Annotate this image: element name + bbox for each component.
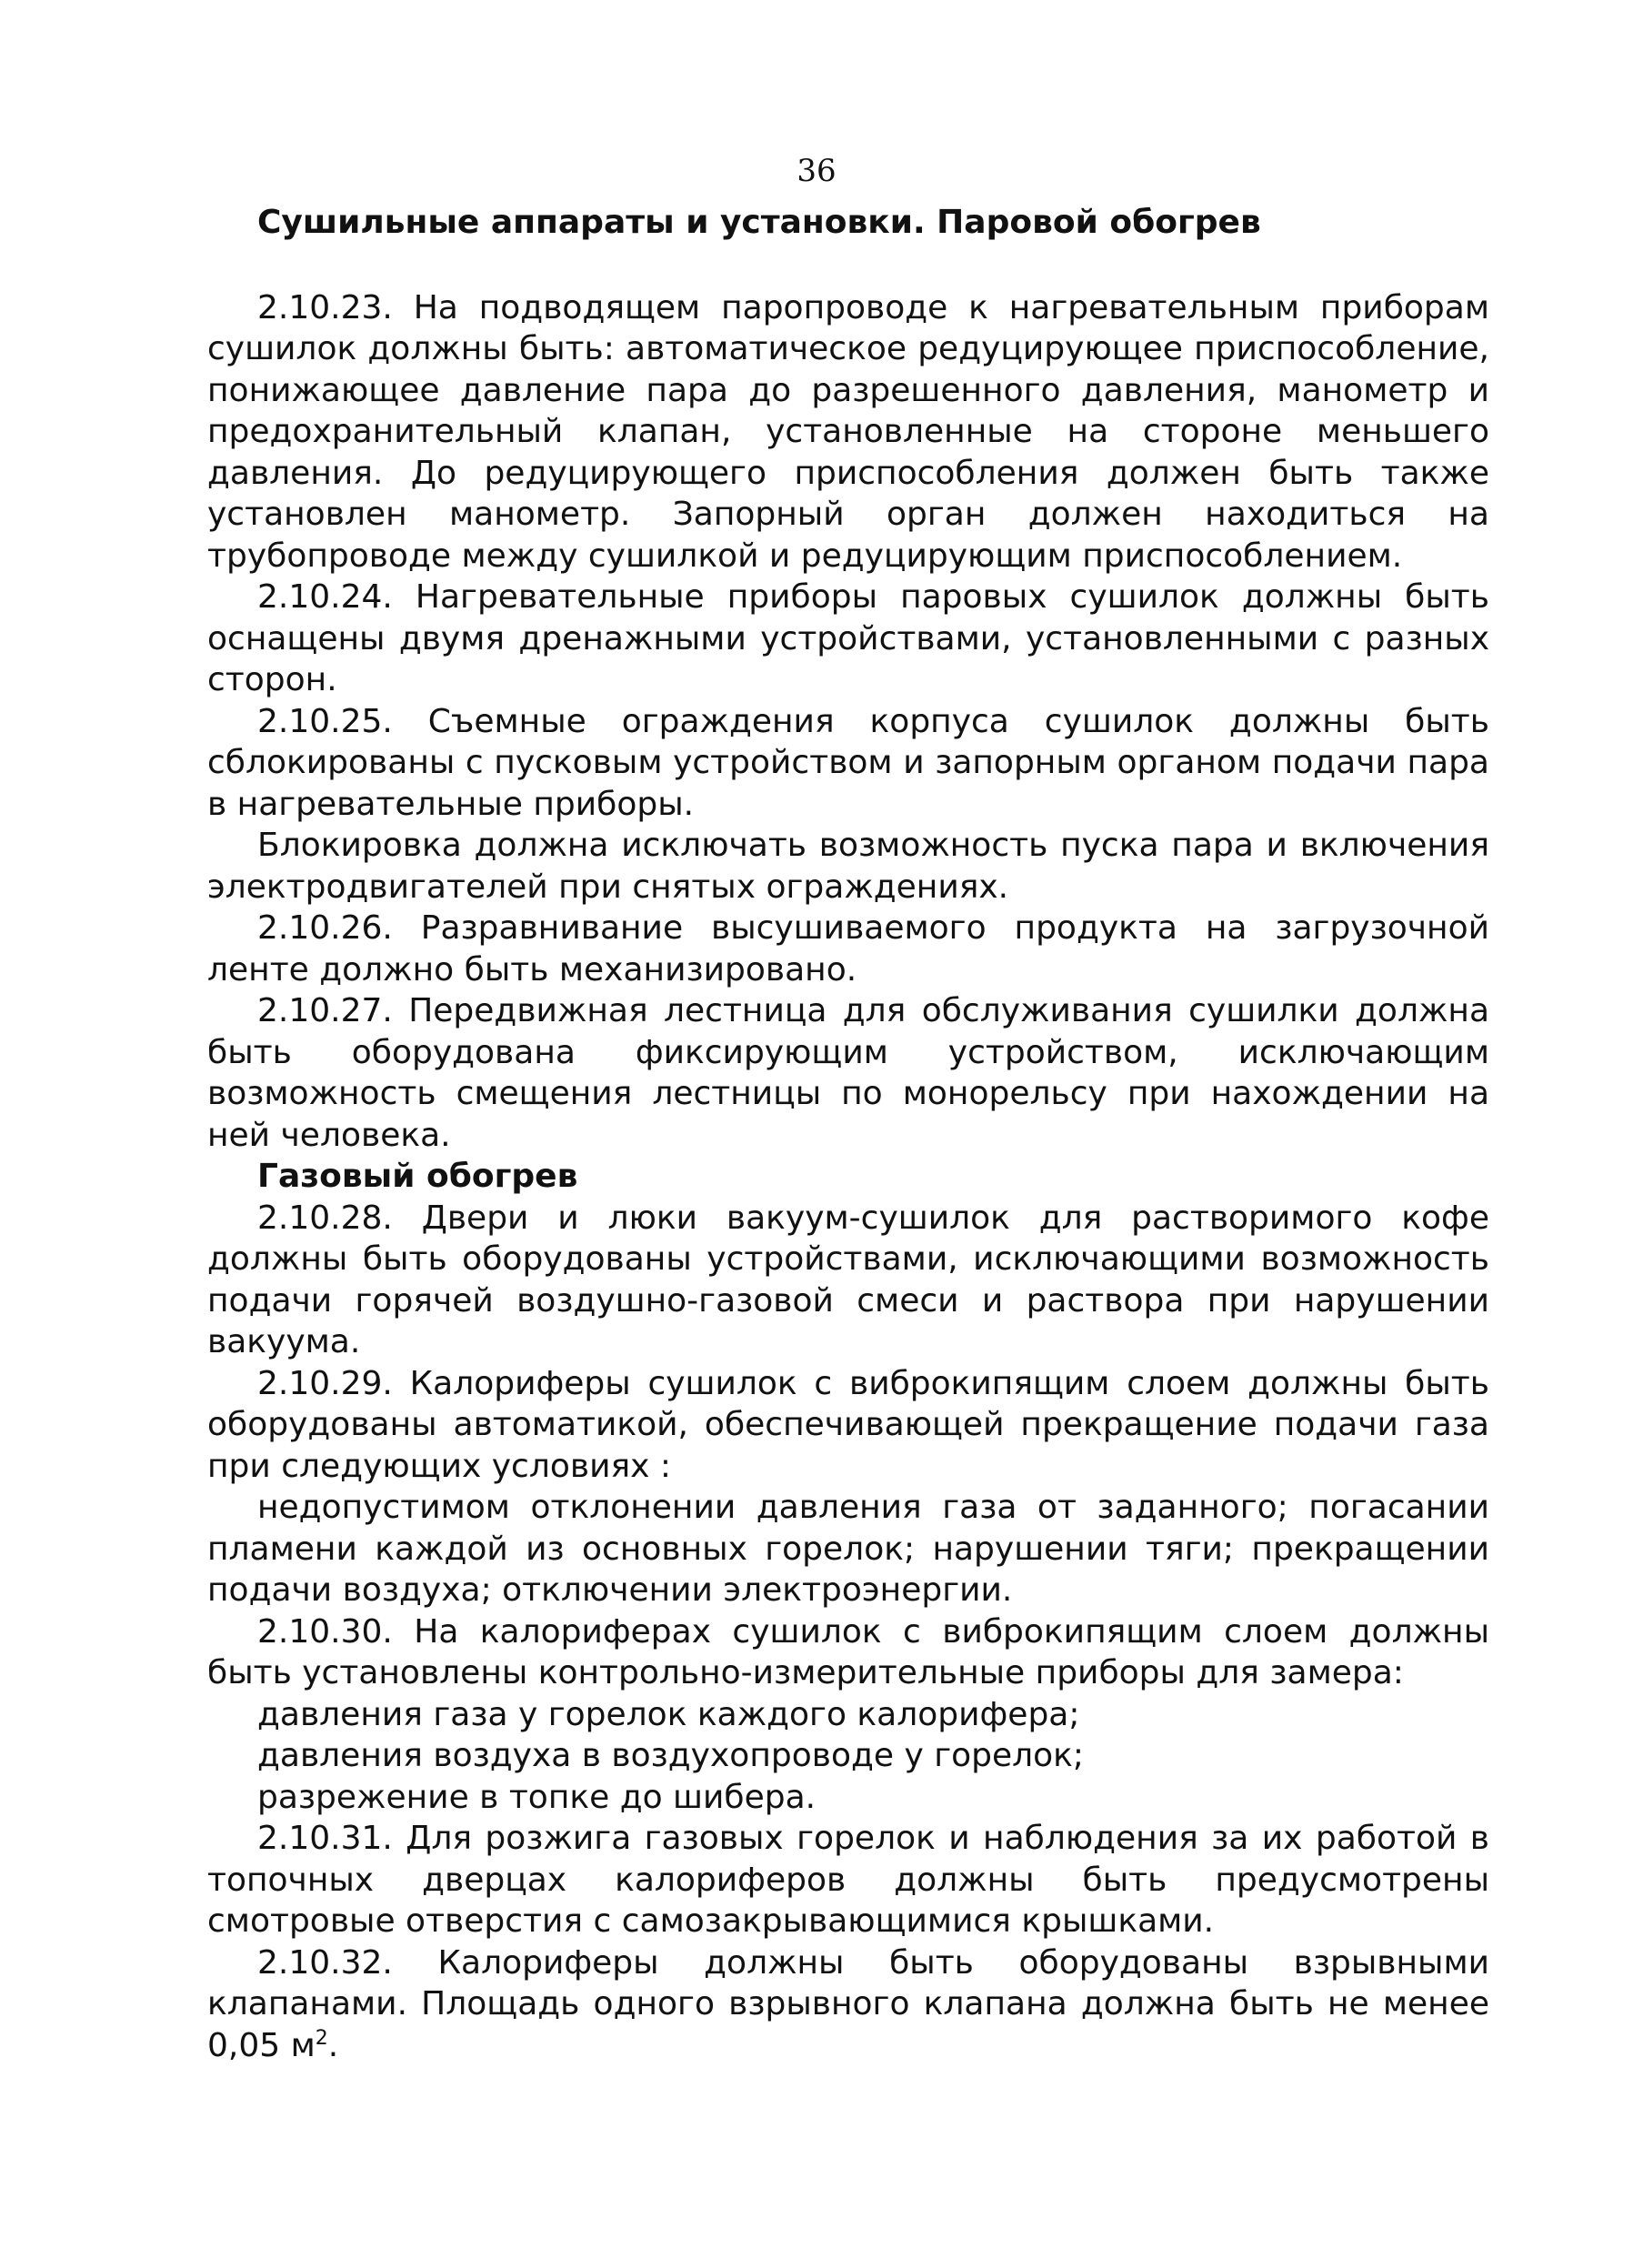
page-content: [207, 202, 1489, 2066]
paragraph-2-10-28: 2.10.28. Двери и люки вакуум-сушилок для растворимого кофе должны быть оборудованы устройствами, исключающими возможность подачи горячей воздушно-газовой смеси и раствора при нарушении вакуума.: [207, 1199, 1489, 1360]
paragraph-2-10-29: 2.10.29. Калориферы сушилок с виброкипящим слоем должны быть оборудованы автоматикой, обеспечивающей прекращение подачи газа при следующих условиях :: [207, 1364, 1489, 1485]
paragraph-2-10-32: [207, 1942, 1489, 2067]
paragraph-2-10-30: 2.10.30. На калориферах сушилок с виброкипящим слоем должны быть установлены контрольно-измерительные приборы для замера:: [207, 1612, 1489, 1691]
paragraph-2-10-32-end: .: [327, 2026, 339, 2064]
paragraph-2-10-23: 2.10.23. На подводящем паропроводе к нагревательным приборам сушилок должны быть: автоматическое редуцирующее приспособление, понижающее давление пара до разрешенного давления, манометр и предохранительный клапан, установленные на стороне меньшего давления. До редуцирующего приспособления должен быть также установлен манометр. Запорный орган должен находиться на трубопроводе между сушилкой и редуцирующим приспособлением.: [207, 288, 1489, 575]
section-heading-gas-heating: Газовый обогрев: [257, 1158, 578, 1195]
section-heading-steam-heating: Сушильные аппараты и установки. Паровой обогрев: [257, 204, 1261, 241]
paragraph-2-10-31: 2.10.31. Для розжига газовых горелок и наблюдения за их работой в топочных дверцах калориферов должны быть предусмотрены смотровые отверстия с самозакрывающимися крышками.: [207, 1820, 1489, 1940]
square-meter-superscript: 2: [315, 2026, 328, 2050]
paragraph-2-10-26: 2.10.26. Разравнивание высушиваемого продукта на загрузочной ленте должно быть механизировано.: [207, 909, 1489, 988]
list-item: разрежение в топке до шибера.: [257, 1778, 816, 1816]
paragraph-blocking: Блокировка должна исключать возможность пуска пара и включения электродвигателей при снятых ограждениях.: [207, 827, 1489, 906]
paragraph-2-10-24: 2.10.24. Нагревательные приборы паровых сушилок должны быть оснащены двумя дренажными устройствами, установленными с разных сторон.: [207, 578, 1489, 698]
list-item: давления газа у горелок каждого калорифера;: [257, 1695, 1080, 1733]
paragraph-2-10-25: 2.10.25. Съемные ограждения корпуса сушилок должны быть сблокированы с пусковым устройством и запорным органом подачи пара в нагревательные приборы.: [207, 702, 1489, 823]
paragraph-conditions: недопустимом отклонении давления газа от заданного; погасании пламени каждой из основных горелок; нарушении тяги; прекращении подачи воздуха; отключении электроэнергии.: [207, 1489, 1489, 1609]
list-item: давления воздуха в воздухопроводе у горелок;: [257, 1737, 1085, 1774]
paragraph-2-10-27: 2.10.27. Передвижная лестница для обслуживания сушилки должна быть оборудована фиксирующим устройством, исключающим возможность смещения лестницы по монорельсу при нахождении на ней человека.: [207, 992, 1489, 1154]
page-number: 36: [796, 153, 837, 189]
paragraph-2-10-32-text: 2.10.32. Калориферы должны быть оборудованы взрывными клапанами. Площадь одного взрывного клапана должна быть не менее 0,05 м: [207, 1943, 1489, 2064]
